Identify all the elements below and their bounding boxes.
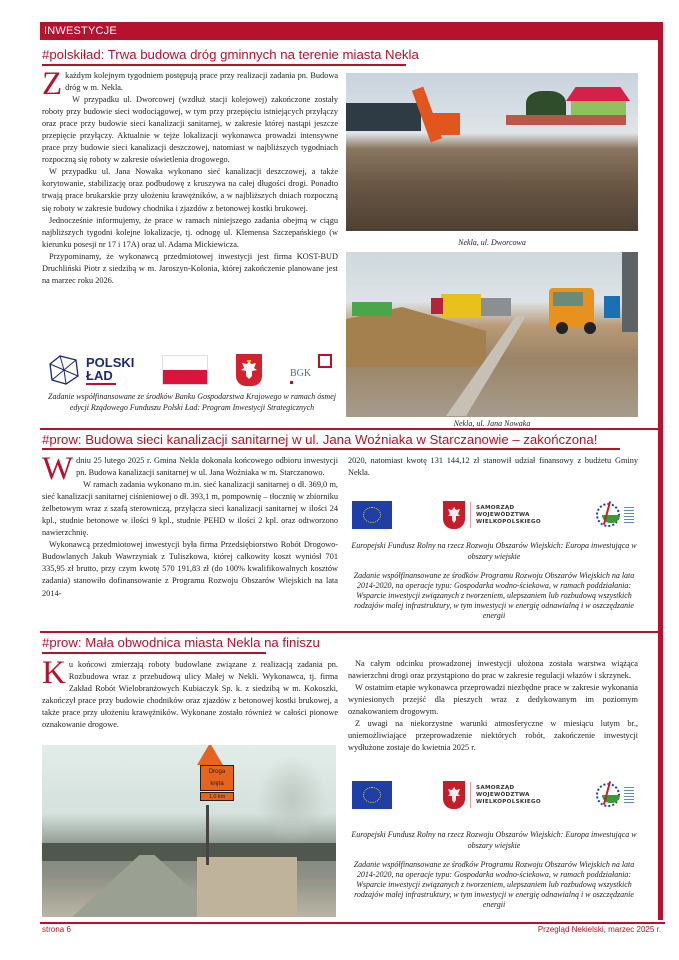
article2-body-left	[42, 451, 338, 600]
photo-dworcowa-excavator	[346, 73, 638, 231]
polski-lad-logo	[46, 354, 134, 386]
article3-funding-note: Zadanie współfinansowane ze środków Programu Rozwoju Obszarów Wiejskich na lata 2014-2020, na operacje typu: Gospodarka wodno-ściekowa, w ramach poddziałania: Wsparcie inwestycji związanych z tworzeniem, ulepszaniem lub rozbudową wszystkich rodzajów małej infrastruktury, w tym inwestycji w energię odnawialną i w oszczędzanie energii	[353, 860, 635, 909]
article1-funding-note: Zadanie współfinansowane ze środków Banku Gospodarstwa Krajowego w ramach ósmej edycji Rządowego Funduszu Polski Ład: Program Inwestycji Strategicznych	[48, 392, 336, 412]
article2-paragraph: W ramach zadania wykonano m.in. sieć kanalizacji sanitarnej o dł. 369,0 m, sieć kanalizacji sanitarnej ciśnieniowej o dł. 393,1 m, pompownię – tłocznię w zbiorniku żelbetowym wraz z szafą sterowniczą, przyłącza sieci kanalizacji sanitarnej w ilości 24 kpl., studnie betonowe w ilości 9 kpl., studnie PEHD w ilości 2 kpl. oraz odtworzono nawierzchnię.	[42, 480, 338, 538]
article2-headline: #prow: Budowa sieci kanalizacji sanitarnej w ul. Jana Woźniaka w Starczanowie – zakończona!	[42, 432, 598, 447]
photo1-caption: Nekla, ul. Dworcowa	[458, 238, 526, 247]
article2-paragraph: 2020, natomiast kwotę 131 144,12 zł stanowił udział finansowy z budżetu Gminy Nekla.	[348, 456, 638, 478]
article3-paragraph: Ku końcowi zmierzają roboty budowlane związane z realizacją zadania pn. Rozbudowa wraz z przebudową ulicy Małej w Nekli. Wykonawca, tj. firma Zakład Robót Wielobranżowych Kubiaczyk Sp. k. z siedzibą w m. Kokoszki, zakończył prace przy budowie chodników oraz zjazdów z betonowej kostki brukowej, a także prace przy ułożeniu krawężników. Wykonane zostało również w całości pionowe oznakowanie drogowe.	[42, 655, 338, 730]
article1-paragraph: W przypadku ul. Jana Nowaka wykonano sieć kanalizacji deszczowej, a także korytowanie, stabilizację oraz podbudowę z kruszywa na całej długości drogi. Ponadto trwają prace brukarskie przy ułożeniu krawężników, a w najbliższych dniach rozpoczną się roboty w zakresie budowy chodnika i zjazdów z betonowej kostki brukowej.	[42, 167, 338, 213]
samorzad-wielkopolski-logo: SAMORZĄD WOJEWÓDZTWA WIELKOPOLSKIEGO	[443, 781, 541, 809]
article2-eu-note: Europejski Fundusz Rolny na rzecz Rozwoju Obszarów Wiejskich: Europa inwestująca w obszary wiejskie	[351, 541, 637, 561]
photo2-caption: Nekla, ul. Jana Nowaka	[453, 419, 531, 428]
article3-paragraph: Na całym odcinku prowadzonej inwestycji ułożona została warstwa wiążąca nawierzchni drogi oraz przystąpiono do prac w zakresie regulacji włazów i skrzynek.	[348, 659, 638, 681]
article3-paragraph: Z uwagi na niekorzystne warunki atmosferyczne w miesiącu lutym br., uniemożliwiające przeprowadzenie niektórych robót, zakończenie inwestycji wydłużone zostaje do kwietnia 2025 r.	[348, 719, 638, 753]
road-sign-distance: 1,0 km	[200, 792, 234, 801]
article2-paragraph: Wdniu 25 lutego 2025 r. Gmina Nekla dokonała końcowego odbioru inwestycji pn. Budowa kanalizacji sanitarnej w ul. Jana Woźniaka w m. Starczanowo.	[42, 451, 338, 487]
photo-mala-street-sign	[42, 745, 336, 917]
article1-headline-underline	[42, 64, 406, 66]
polish-eagle-emblem-icon	[236, 354, 262, 386]
polski-lad-text: ŁAD	[86, 367, 113, 383]
eu-flag-icon	[352, 501, 392, 529]
article2-funding-note: Zadanie współfinansowane ze środków Programu Rozwoju Obszarów Wiejskich na lata 2014-2020, na operacje typu: Gospodarka wodno-ściekowa, w ramach poddziałania: Wsparcie inwestycji związanych z tworzeniem, ulepszaniem lub rozbudową wszystkich rodzajów małej infrastruktury, w tym inwestycji w energię odnawialną i w oszczędzanie energii	[353, 571, 635, 620]
article1-body	[42, 66, 338, 287]
divider	[40, 428, 660, 430]
warning-sign-icon	[197, 745, 223, 765]
prow-logo	[592, 499, 636, 531]
article1-paragraph: Zkażdym kolejnym tygodniem postępują prace przy realizacji zadania pn. Budowa dróg w m. Nekla.	[42, 66, 338, 102]
polish-flag-icon	[162, 355, 208, 385]
article3-headline: #prow: Mała obwodnica miasta Nekla na finiszu	[42, 635, 320, 650]
article1-paragraph: Jednocześnie informujemy, że prace w ramach niniejszego zadania obejmą w ciągu najbliższych tygodni kolejne lokalizacje, tj. odnogę ul. Klemensa Szczepańskiego (w kierunku posesji nr 17 i 17A) oraz ul. Adama Mickiewicza.	[42, 215, 338, 249]
dropcap: Z	[42, 66, 63, 102]
wielkopolska-coat-of-arms-icon	[443, 501, 465, 529]
article3-paragraph: W ostatnim etapie wykonawca przeprowadzi niezbędne prace w zakresie wykonania wyniesionych przejść dla pieszych wraz z dedykowanym im poziomym oznakowaniem drogowym.	[348, 683, 638, 717]
prow-logo	[592, 779, 636, 811]
road-sign-text: Droga kręta	[200, 765, 234, 791]
eu-flag-icon	[352, 781, 392, 809]
article2-headline-underline	[42, 448, 620, 450]
article1-logo-row	[46, 352, 336, 388]
polski-lad-text: POLSKI	[86, 354, 135, 370]
bgk-logo: BGK	[290, 354, 336, 386]
section-header: INWESTYCJE	[40, 22, 663, 40]
article1-headline: #polskiład: Trwa budowa dróg gminnych na terenie miasta Nekla	[42, 47, 419, 62]
article2-body-right	[348, 455, 638, 479]
article1-paragraph: W przypadku ul. Dworcowej (wzdłuż stacji kolejowej) zakończone zostały roboty przy budowie sieci wodociągowej, w tym przy przepięciu istniejących przyłączy oraz prace przy budowie sieci kanalizacji sanitarnej, w zakresie której nastąpi jeszcze przepięcie przyłączy. Aktualnie w tejże lokalizacji wykonawca prowadzi intensywne prace przy budowie sieci kanalizacji deszczowej, natomiast w najbliższych tygodniach rozpoczną się roboty w zakresie oświetlenia drogowego.	[42, 95, 338, 165]
article1-paragraph: Przypominamy, że wykonawcą przedmiotowej inwestycji jest firma KOST-BUD Druchliński Piotr z siedzibą w m. Jaroszyn-Kolonia, której zakończenie planowane jest na marzec roku 2026.	[42, 251, 338, 285]
dropcap: W	[42, 451, 74, 487]
article3-headline-underline	[42, 652, 266, 654]
article3-body-right	[348, 658, 638, 754]
dropcap: K	[42, 655, 66, 691]
polski-lad-network-icon	[46, 354, 80, 386]
photo-jana-nowaka-loader	[346, 252, 638, 417]
article3-eu-note: Europejski Fundusz Rolny na rzecz Rozwoju Obszarów Wiejskich: Europa inwestująca w obszary wiejskie	[351, 830, 637, 850]
page-number: strona 6	[42, 925, 71, 934]
footer-divider	[40, 922, 665, 924]
article3-logo-row	[352, 778, 636, 812]
publication-name: Przegląd Nekielski, marzec 2025 r.	[537, 925, 661, 934]
samorzad-wielkopolski-logo: SAMORZĄD WOJEWÓDZTWA WIELKOPOLSKIEGO	[443, 501, 541, 529]
article2-logo-row	[352, 498, 636, 532]
divider	[40, 631, 660, 633]
wielkopolska-coat-of-arms-icon	[443, 781, 465, 809]
article3-body-left	[42, 655, 338, 731]
article2-paragraph: Wykonawcą przedmiotowej inwestycji była firma Przedsiębiorstwo Robót Drogowo-Budowlanych Jakub Wawrzyniak z Tuliszkowa, której całkowity koszt wyniósł 701 335,95 zł brutto, przy czym kwotę 570 191,83 zł (do 100% kwalifikowalnych kosztów zadania) stanowiło dofinansowanie z Programu Rozwoju Obszarów Wiejskich na lata 2014-	[42, 540, 338, 598]
